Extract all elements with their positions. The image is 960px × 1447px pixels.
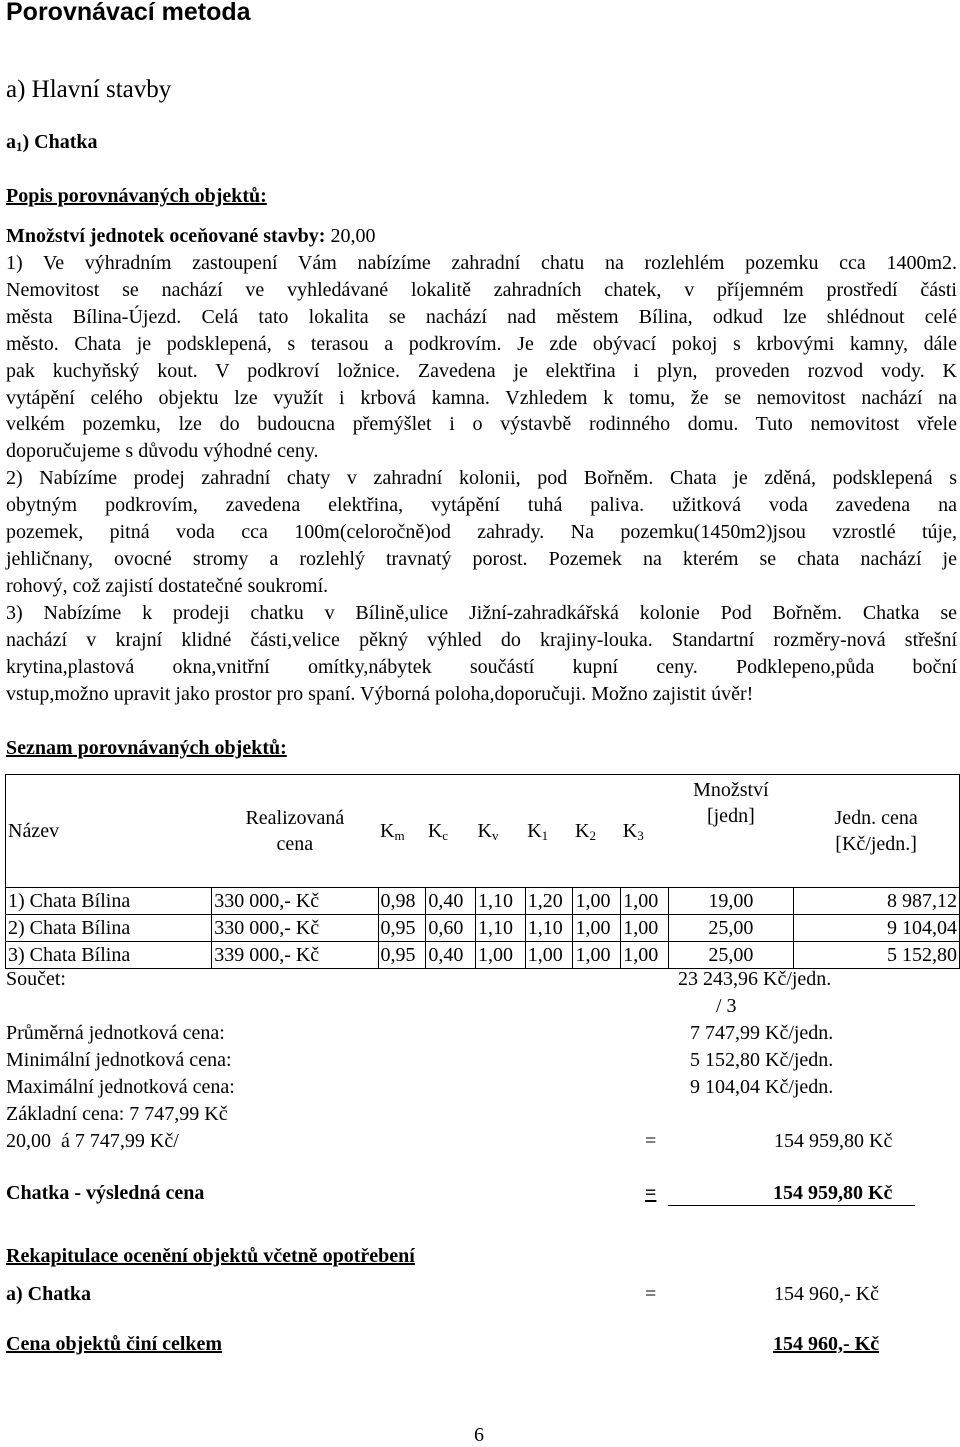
table-header-row xyxy=(6,775,960,888)
rekap-item-value: 154 960,- Kč xyxy=(774,1283,879,1305)
paragraph-line: obytným podkrovím, zavedena elektřina, vytápění tuhá paliva. užitková voda zavedena na xyxy=(6,494,957,517)
cell-kv: 1,10 xyxy=(476,888,526,915)
page-number: 6 xyxy=(474,1424,484,1446)
page-title: Porovnávací metoda xyxy=(6,0,251,26)
cell-k1: 1,00 xyxy=(525,942,573,969)
calc-eq: = xyxy=(645,1130,657,1152)
cell-k3: 1,00 xyxy=(621,888,669,915)
vysledna-value: 154 959,80 Kč xyxy=(773,1182,893,1204)
paragraph-line: rohový, což zajistí dostatečné soukromí. xyxy=(6,574,329,597)
mnozstvi-line: Množství jednotek oceňované stavby: 20,00 xyxy=(6,225,376,247)
cell-mnozstvi: 19,00 xyxy=(669,888,794,915)
cell-jedn-cena: 9 104,04 xyxy=(793,915,959,942)
cell-k2: 1,00 xyxy=(573,915,621,942)
paragraph-line: města Bílina-Újezd. Celá tato lokalita se nachází nad městem Bílina, odkud lze shlédnout celé xyxy=(6,305,957,328)
soucet-label: Součet: xyxy=(6,968,66,990)
cell-k1: 1,10 xyxy=(525,915,573,942)
cell-cena: 330 000,- Kč xyxy=(212,888,378,915)
header-k2: $K_2$ xyxy=(573,775,621,888)
header-nazev: Název xyxy=(6,775,212,888)
header-kv: $K_v$ xyxy=(476,775,526,888)
header-k3: $K_3$ xyxy=(621,775,669,888)
paragraph-line: pozemek, pitná voda cca 100m(celoročně)od zahrady. Na pozemku(1450m2)jsou vzrostlé túje, xyxy=(6,521,957,544)
paragraph-line: vytápění celého objektu lze využít i krbová kamna. Vzhledem k tomu, že se nemovitost nachází na xyxy=(6,386,957,409)
table-row xyxy=(6,915,960,942)
paragraph-line: 3) Nabízíme k prodeji chatku v Bílině,ulice Jižní-zahradkářská kolonie Pod Bořněm. Chatka se xyxy=(6,601,957,624)
paragraph-line: 2) Nabízíme prodej zahradní chaty v zahradní kolonii, pod Bořněm. Chata je zděná, podsklepená s xyxy=(6,467,957,490)
rekapitulace-heading: Rekapitulace ocenění objektů včetně opotřebení xyxy=(6,1245,415,1267)
comparison-table xyxy=(5,774,960,969)
paragraph-line: 1) Ve výhradním zastoupení Vám nabízíme zahradní chatu na rozlehlém pozemku cca 1400m2. xyxy=(6,252,957,274)
cell-nazev: 1) Chata Bílina xyxy=(6,888,212,915)
cell-kv: 1,10 xyxy=(476,915,526,942)
cell-nazev: 2) Chata Bílina xyxy=(6,915,212,942)
cell-kc: 0,40 xyxy=(426,888,476,915)
calc-value: 154 959,80 Kč xyxy=(774,1130,893,1152)
vysledna-label: Chatka - výsledná cena xyxy=(6,1182,205,1204)
paragraph-line: krytina,plastová okna,vnitřní omítky,nábytek součástí kupní ceny. Podklepeno,půda boční xyxy=(6,655,957,678)
paragraph-line: velkém pozemku, lze do budoucna přemýšlet i o výstavbě rodinného domu. Tuto nemovitost vřele xyxy=(6,413,957,436)
table-row xyxy=(6,888,960,915)
prumerna-value: 7 747,99 Kč/jedn. xyxy=(690,1022,834,1044)
cell-k2: 1,00 xyxy=(573,888,621,915)
paragraph-line: nachází v krajní klidné části,velice pěkný výhled do krajiny-louka. Standartní rozměry-nová střešní xyxy=(6,628,957,651)
popis-heading: Popis porovnávaných objektů: xyxy=(6,185,267,207)
paragraph-line: jehličnany, ovocné stromy a rozlehlý travnatý porost. Pozemek na kterém se chata nachází je xyxy=(6,547,957,570)
paragraph-line: pak kuchyňský kout. V podkroví ložnice. Zavedena je elektřina i plyn, proveden rozvod vody. K xyxy=(6,359,957,382)
header-jedn-cena: Jedn. cena [Kč/jedn.] xyxy=(793,775,959,888)
cell-kv: 1,00 xyxy=(476,942,526,969)
calc-left: 20,00 á 7 747,99 Kč/ xyxy=(6,1130,179,1152)
seznam-heading: Seznam porovnávaných objektů: xyxy=(6,737,287,759)
minimalni-value: 5 152,80 Kč/jedn. xyxy=(690,1049,834,1071)
cell-mnozstvi: 25,00 xyxy=(669,915,794,942)
celkem-label: Cena objektů činí celkem xyxy=(6,1333,223,1355)
minimalni-label: Minimální jednotková cena: xyxy=(6,1049,232,1071)
cell-km: 0,95 xyxy=(378,915,426,942)
celkem-value: 154 960,- Kč xyxy=(773,1333,880,1355)
cell-nazev: 3) Chata Bílina xyxy=(6,942,212,969)
zakladni-cena: Základní cena: 7 747,99 Kč xyxy=(6,1103,228,1125)
maximalni-value: 9 104,04 Kč/jedn. xyxy=(690,1076,834,1098)
soucet-value: 23 243,96 Kč/jedn. xyxy=(678,968,832,990)
prumerna-label: Průměrná jednotková cena: xyxy=(6,1022,225,1044)
vysledna-underline xyxy=(668,1205,915,1206)
header-kc: $K_c$ xyxy=(426,775,476,888)
cell-k3: 1,00 xyxy=(621,915,669,942)
vysledna-eq: = xyxy=(645,1182,657,1204)
cell-cena: 330 000,- Kč xyxy=(212,915,378,942)
cell-kc: 0,60 xyxy=(426,915,476,942)
cell-kc: 0,40 xyxy=(426,942,476,969)
cell-km: 0,98 xyxy=(378,888,426,915)
header-mnozstvi: Množství [jedn] xyxy=(669,775,794,888)
cell-k1: 1,20 xyxy=(525,888,573,915)
section-heading-hlavni-stavby: a) Hlavní stavby xyxy=(6,76,172,103)
paragraph-line: vstup,možno upravit jako prostor pro spaní. Výborná poloha,doporučuji. Možno zajistit úvěr! xyxy=(6,682,754,705)
cell-mnozstvi: 25,00 xyxy=(669,942,794,969)
cell-jedn-cena: 8 987,12 xyxy=(793,888,959,915)
cell-km: 0,95 xyxy=(378,942,426,969)
paragraph-line: Nemovitost se nachází ve vyhledávané lokalitě zahradních chatek, v příjemném prostředí části xyxy=(6,278,957,301)
cell-jedn-cena: 5 152,80 xyxy=(793,942,959,969)
header-k1: $K_1$ xyxy=(525,775,573,888)
header-realizovana-cena: Realizovaná cena xyxy=(212,775,378,888)
rekap-item-label: a) Chatka xyxy=(6,1283,92,1305)
paragraph-line: město. Chata je podsklepená, s terasou a podkrovím. Je zde obývací pokoj s krbovými kamny, dále xyxy=(6,332,957,355)
paragraph-line: doporučujeme s důvodu výhodné ceny. xyxy=(6,440,319,463)
cell-cena: 339 000,- Kč xyxy=(212,942,378,969)
divisor: / 3 xyxy=(716,995,737,1017)
description-paragraph xyxy=(6,250,957,707)
cell-k2: 1,00 xyxy=(573,942,621,969)
cell-k3: 1,00 xyxy=(621,942,669,969)
section-heading-chatka: $a_1$) Chatka xyxy=(6,131,98,154)
table-row xyxy=(6,942,960,969)
rekap-item-eq: = xyxy=(645,1283,657,1305)
header-km: $K_m$ xyxy=(378,775,426,888)
maximalni-label: Maximální jednotková cena: xyxy=(6,1076,235,1098)
